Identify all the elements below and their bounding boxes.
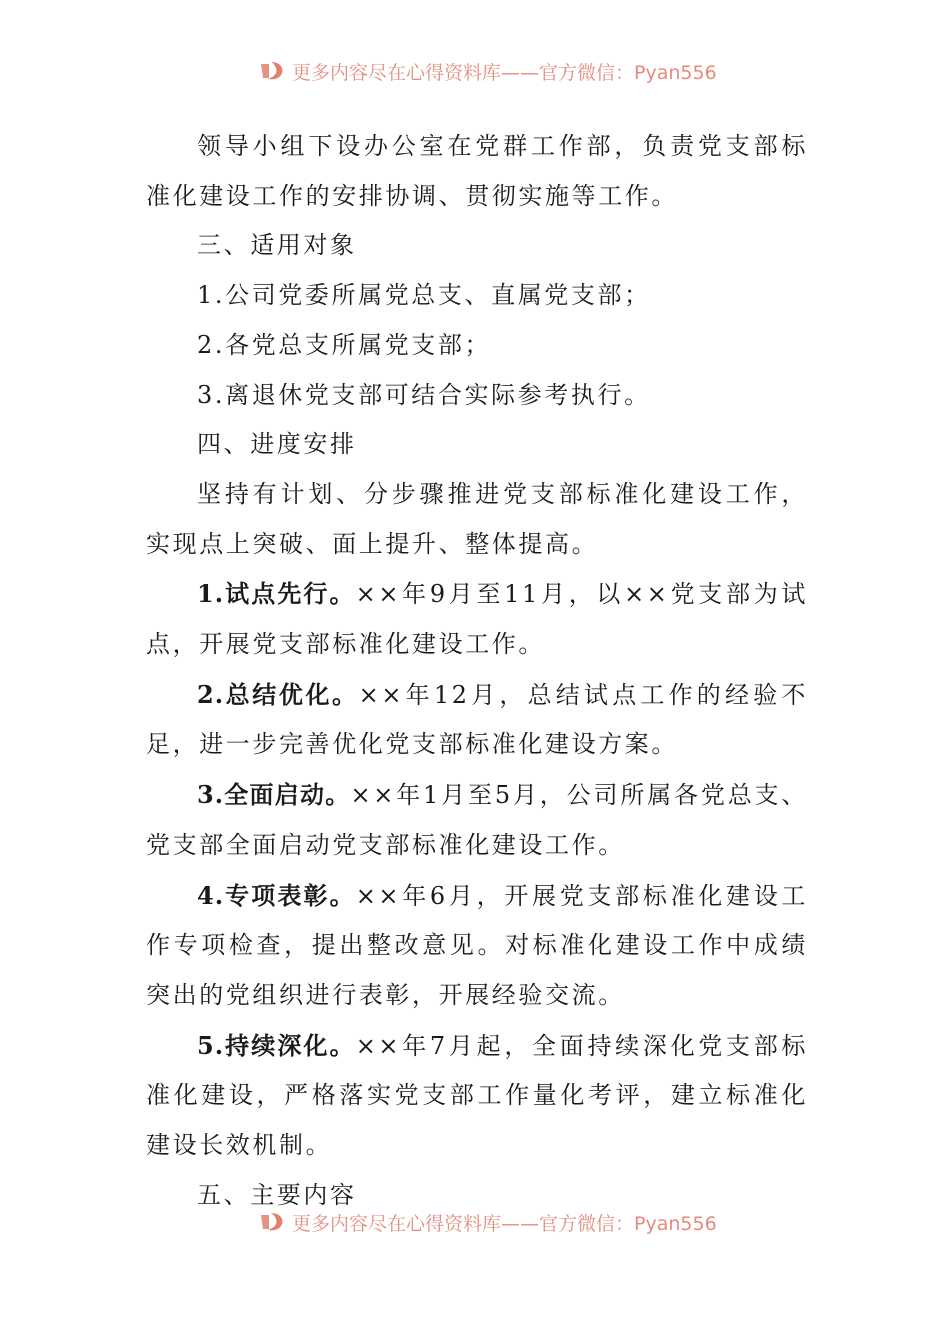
watermark-text: 更多内容尽在心得资料库——官方微信：Pyan556 <box>292 61 717 84</box>
paragraph-office: 领导小组下设办公室在党群工作部，负责党支部标准化建设工作的安排协调、贯彻实施等工作。 <box>146 132 808 210</box>
step-lead: 1.试点先行。 <box>197 579 356 609</box>
step-lead: 5.持续深化。 <box>197 1030 356 1060</box>
brand-logo-icon <box>258 1211 286 1233</box>
heading-schedule: 四、进度安排 <box>197 430 357 459</box>
heading-scope: 三、适用对象 <box>197 231 357 260</box>
list-item: 3.离退休党支部可结合实际参考执行。 <box>197 380 651 409</box>
paragraph-schedule-intro: 坚持有计划、分步骤推进党支部标准化建设工作，实现点上突破、面上提升、整体提高。 <box>146 479 808 558</box>
watermark-text: 更多内容尽在心得资料库——官方微信：Pyan556 <box>292 1212 717 1235</box>
heading-main-content: 五、主要内容 <box>197 1180 357 1209</box>
document-body <box>146 122 808 1220</box>
schedule-step: 2.总结优化。××年12月，总结试点工作的经验不足，进一步完善优化党支部标准化建设方案。 <box>146 679 808 759</box>
watermark-footer <box>258 1209 778 1235</box>
schedule-step: 5.持续深化。××年7月起，全面持续深化党支部标准化建设，严格落实党支部工作量化考评，建立标准化建设长效机制。 <box>146 1030 808 1160</box>
brand-logo-icon <box>258 60 286 82</box>
list-item: 2.各党总支所属党支部； <box>197 330 492 359</box>
step-lead: 3.全面启动。 <box>197 780 351 810</box>
schedule-step: 3.全面启动。××年1月至5月，公司所属各党总支、党支部全面启动党支部标准化建设工作。 <box>146 780 808 859</box>
schedule-step: 1.试点先行。××年9月至11月，以××党支部为试点，开展党支部标准化建设工作。 <box>146 579 808 659</box>
list-item: 1.公司党委所属党总支、直属党支部； <box>197 281 651 310</box>
schedule-step: 4.专项表彰。××年6月，开展党支部标准化建设工作专项检查，提出整改意见。对标准化建设工作中成绩突出的党组织进行表彰，开展经验交流。 <box>146 880 808 1009</box>
step-lead: 4.专项表彰。 <box>197 880 356 910</box>
watermark-header <box>258 58 778 84</box>
step-lead: 2.总结优化。 <box>197 679 359 709</box>
